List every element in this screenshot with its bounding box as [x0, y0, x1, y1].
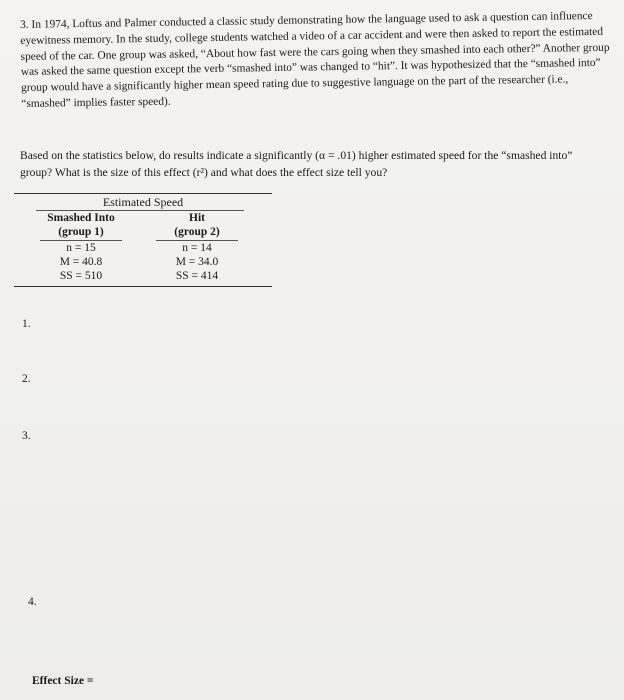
group-1-n: n = 15: [66, 241, 96, 254]
table-bottom-rule: [14, 286, 272, 287]
group-2-subheader: (group 2): [174, 226, 220, 239]
answer-number-3: 3.: [22, 430, 31, 442]
group-1-ss: SS = 510: [59, 270, 103, 283]
effect-size-label: Effect Size =: [32, 675, 94, 687]
group-2-n: n = 14: [182, 241, 212, 254]
answer-number-2: 2.: [22, 373, 31, 385]
statistics-table: [14, 193, 272, 287]
group-1-mean: M = 40.8: [59, 255, 103, 268]
question-text: Based on the statistics below, do results indicate a significantly (α = .01) higher estimated speed for the “smashed into” group? What is the size of this effect (r²) and what does the effect size tell you?: [20, 149, 573, 179]
group-2-column: [152, 211, 242, 283]
group-2-ss: SS = 414: [175, 270, 219, 283]
answer-number-1: 1.: [22, 318, 31, 330]
group-1-column: [36, 211, 126, 283]
answer-number-4: 4.: [28, 596, 37, 608]
problem-paragraph: 3. In 1974, Loftus and Palmer conducted a classic study demonstrating how the language used to ask a question can influence eyewitness memory. In the study, college students watched a video of a car accident and were then asked to report the estimated speed of the car. One group was asked, “About how fast were the cars going when they smashed into each other?” Another group was asked the same question except the verb “smashed into” was changed to “hit”. It was hypothesized that the “smashed into” group would have a significantly higher mean speed rating due to suggestive language on the part of the researcher (i.e., “smashed” implies faster speed).: [20, 10, 610, 110]
group-1-subheader: (group 1): [58, 226, 104, 239]
group-1-header: Smashed Into: [47, 212, 115, 224]
group-2-mean: M = 34.0: [175, 255, 219, 268]
table-title: Estimated Speed: [102, 195, 184, 209]
group-2-header: Hit: [189, 212, 205, 224]
table-top-rule: [14, 193, 272, 194]
